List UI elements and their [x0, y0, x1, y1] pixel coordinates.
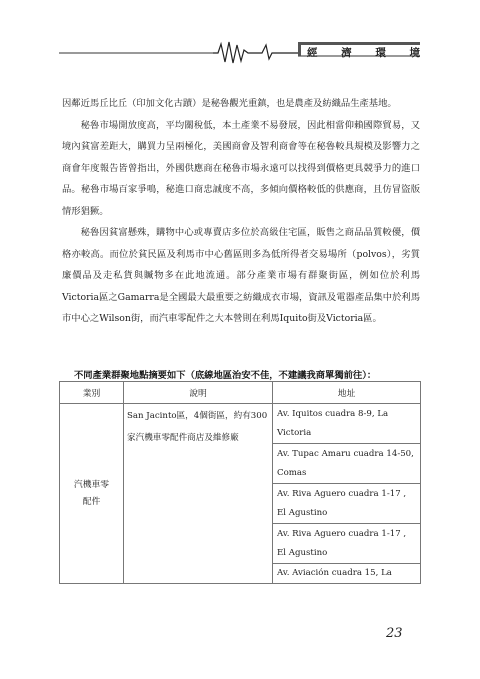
table-title: 不同產業群聚地點摘要如下（底線地區治安不佳，不建議我商單獨前往）： [74, 370, 377, 381]
description-cell: San Jacinto區，4個街區，約有300家汽機車零配件商店及維修廠 [124, 404, 273, 584]
table-header-row [60, 382, 421, 404]
section-label: 經 濟 環 境 [307, 47, 430, 59]
paragraph-2: 秘魯市場開放度高，平均關稅低，本土產業不易發展，因此相當仰賴國際貿易，又境內貧富差距大，購買力呈兩極化，美國商會及智利商會等在秘魯較具規模及影響力之商會年度報告皆曾指出，外國供應商在秘魯市場永遠可以找得到價格更具競爭力的進口品。秘魯市場百家爭鳴，秘進口商忠誠度不高，多傾向價格較低的供應商，且仿冒盜版情形猖獗。 [62, 119, 420, 217]
header-address: 地址 [273, 382, 421, 404]
category-cell: 汽機車零配件 [60, 404, 124, 584]
table-row [60, 404, 421, 444]
address-cell: Av. Riva Aguero cuadra 1-17 , El Agustino [273, 524, 421, 564]
header-description: 說明 [124, 382, 273, 404]
body-text [62, 93, 420, 330]
page-header [0, 36, 480, 66]
paragraph-1: 因鄰近馬丘比丘（印加文化古蹟）是秘魯觀光重鎮，也是農產及紡織品生產基地。 [62, 98, 397, 109]
paragraph-3: 秘魯因貧富懸殊，購物中心或專賣店多位於高級住宅區，販售之商品品質較優，價格亦較高。而位於貧民區及利馬市中心舊區則多為低所得者交易場所（polvos），劣質廉價品及走私貨與贓物多在此地流通。部分產業市場有群聚街區，例如位於利馬Victoria區之Gamarra是全國最大最重要之紡織成衣市場，資訊及電器產品集中於利馬市中心之Wilson街，而汽車零配件之大本營則在利馬Iquito街及Victoria區。 [62, 227, 420, 324]
address-cell: Av. Riva Aguero cuadra 1-17 , El Agustino [273, 484, 421, 524]
address-cell: Av. Tupac Amaru cuadra 14-50, Comas [273, 444, 421, 484]
address-cell: Av. Iquitos cuadra 8-9, La Victoria [273, 404, 421, 444]
page-number: 23 [386, 626, 403, 641]
industry-cluster-table [59, 381, 421, 584]
header-category: 業別 [60, 382, 124, 404]
address-cell: Av. Aviación cuadra 15, La [273, 564, 421, 584]
